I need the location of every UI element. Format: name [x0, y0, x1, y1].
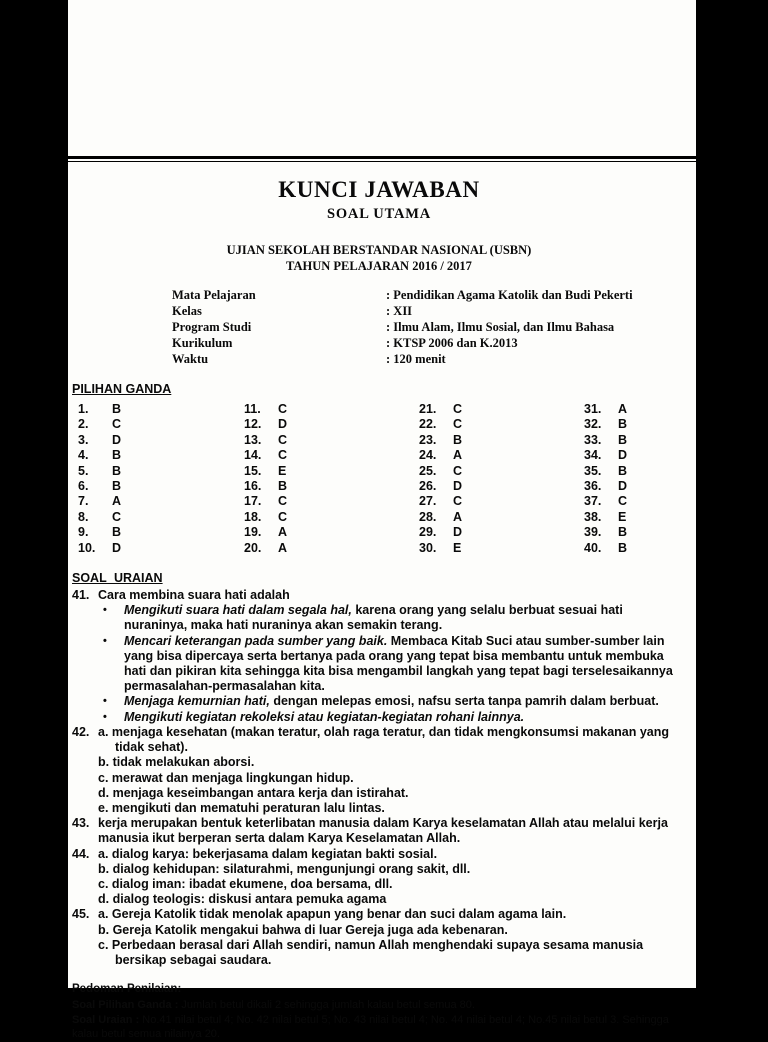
answer-number: 7. — [78, 494, 89, 509]
uraian-line: c. merawat dan menjaga lingkungan hidup. — [98, 770, 354, 785]
answer-cell — [244, 433, 419, 448]
answer-number: 32. — [584, 417, 602, 432]
header-rule-thick — [68, 156, 696, 159]
answer-letter: E — [278, 463, 287, 478]
uraian-bullet — [98, 603, 686, 633]
pilihan-ganda-heading: PILIHAN GANDA — [72, 382, 172, 396]
answer-cell — [419, 464, 584, 479]
uraian-item-number: 44. — [72, 846, 90, 861]
answer-letter: B — [278, 479, 288, 494]
uraian-item-body — [98, 847, 686, 908]
answer-letter: C — [112, 509, 122, 524]
metadata-label: Waktu — [172, 352, 209, 366]
answer-number: 20. — [244, 540, 262, 555]
answer-cell — [78, 525, 244, 540]
uraian-line: c. dialog iman: ibadat ekumene, doa bersama, dll. — [98, 876, 393, 891]
answer-cell — [78, 494, 244, 509]
uraian-intro: Cara membina suara hati adalah — [98, 588, 290, 603]
answer-cell — [584, 510, 626, 525]
page-content — [68, 177, 696, 1042]
answer-letter: D — [453, 525, 463, 540]
answer-number: 10. — [78, 540, 96, 555]
answer-cell — [244, 525, 419, 540]
answer-letter: D — [453, 479, 463, 494]
answer-number: 40. — [584, 540, 602, 555]
document-subtitle: SOAL UTAMA — [326, 206, 431, 222]
answer-number: 18. — [244, 509, 262, 524]
exam-year: TAHUN PELAJARAN 2016 / 2017 — [286, 259, 472, 273]
answer-cell — [584, 433, 627, 448]
metadata-row — [172, 287, 686, 303]
answer-number: 21. — [419, 402, 437, 416]
answer-letter: E — [453, 540, 462, 555]
answer-number: 8. — [78, 509, 89, 524]
pedoman-line — [72, 998, 686, 1013]
answer-cell — [244, 417, 419, 432]
uraian-bullet-lead: Mengikuti suara hati dalam segala hal, — [124, 603, 352, 618]
answer-number: 6. — [78, 479, 89, 494]
answer-letter: B — [112, 463, 122, 478]
answer-number: 34. — [584, 448, 602, 463]
answer-letter: E — [618, 509, 627, 524]
uraian-bullet-text — [124, 694, 686, 709]
answer-cell — [419, 541, 584, 556]
answer-row — [78, 417, 686, 432]
answer-letter: B — [618, 525, 628, 540]
answer-cell — [78, 433, 244, 448]
answer-number: 38. — [584, 509, 602, 524]
answer-number: 5. — [78, 463, 89, 478]
answer-number: 36. — [584, 479, 602, 494]
answer-cell — [584, 448, 627, 463]
answer-number: 30. — [419, 540, 437, 555]
answer-letter: B — [618, 540, 628, 555]
document-page — [68, 0, 696, 1041]
answer-letter: D — [618, 479, 628, 494]
pedoman-section — [72, 983, 686, 1042]
uraian-item-body — [98, 725, 686, 816]
answer-cell — [584, 494, 627, 509]
uraian-line: a. menjaga kesehatan (makan teratur, olah raga teratur, dan tidak mengkonsumsi makanan yang tidak sehat). — [98, 724, 670, 755]
answer-number: 22. — [419, 417, 437, 432]
pedoman-lines — [72, 998, 686, 1042]
metadata-value: : 120 menit — [386, 352, 446, 366]
answer-number: 14. — [244, 448, 262, 463]
answer-cell — [584, 464, 627, 479]
answer-row — [78, 464, 686, 479]
bullet-icon: • — [103, 634, 107, 647]
answer-number: 15. — [244, 463, 262, 478]
answer-cell — [584, 525, 627, 540]
exam-name: UJIAN SEKOLAH BERSTANDAR NASIONAL (USBN) — [226, 243, 532, 257]
answer-cell — [78, 402, 244, 417]
answer-number: 16. — [244, 479, 262, 494]
answer-letter: C — [453, 417, 463, 432]
answer-letter: C — [278, 509, 288, 524]
answer-letter: A — [278, 525, 288, 540]
uraian-bullet-rest: karena orang yang selalu berbuat sesuai hati nuraninya, maka hati nuraninya akan semakin terang. — [124, 603, 623, 633]
metadata-label: Mata Pelajaran — [172, 288, 256, 302]
answer-cell — [419, 479, 584, 494]
answer-letter: D — [112, 540, 122, 555]
answer-grid — [78, 402, 686, 556]
answer-number: 35. — [584, 463, 602, 478]
answer-letter: C — [278, 448, 288, 463]
uraian-bullet-text — [124, 634, 686, 695]
answer-number: 4. — [78, 448, 89, 463]
pedoman-line-label: Soal Pilihan Ganda : — [72, 999, 179, 1012]
uraian-bullet — [98, 694, 686, 709]
answer-letter: A — [278, 540, 288, 555]
uraian-item-number: 43. — [72, 816, 90, 831]
exam-metadata — [172, 287, 686, 367]
answer-letter: C — [278, 402, 288, 416]
answer-row — [78, 494, 686, 509]
answer-cell — [78, 464, 244, 479]
metadata-row — [172, 335, 686, 351]
answer-row — [78, 541, 686, 556]
answer-letter: B — [618, 432, 628, 447]
metadata-value: : Ilmu Alam, Ilmu Sosial, dan Ilmu Bahasa — [386, 320, 615, 334]
answer-cell — [244, 402, 419, 417]
answer-number: 17. — [244, 494, 262, 509]
answer-letter: C — [453, 402, 463, 416]
answer-cell — [78, 417, 244, 432]
uraian-bullet — [98, 634, 686, 695]
answer-letter: B — [112, 479, 122, 494]
answer-cell — [419, 525, 584, 540]
answer-cell — [78, 541, 244, 556]
uraian-bullet-rest: Membaca Kitab Suci atau sumber-sumber lain yang bisa dipercaya serta bertanya pada orang yang tepat bisa membantu untuk membuka hati dan pikiran kita sehingga kita bisa mengambil langkah yang tepat bagi terselesaikannya permasalahan-permasalahan kita. — [124, 633, 673, 694]
metadata-label: Kelas — [172, 304, 202, 318]
uraian-bullet-text — [124, 603, 686, 633]
answer-cell — [244, 541, 419, 556]
uraian-text: kerja merupakan bentuk keterlibatan manusia dalam Karya keselamatan Allah atau melalui kerja manusia ikut berperan serta dalam Karya Keselamatan Allah. — [98, 816, 668, 846]
answer-cell — [78, 448, 244, 463]
answer-number: 12. — [244, 417, 262, 432]
answer-number: 23. — [419, 432, 437, 447]
answer-letter: C — [112, 417, 122, 432]
answer-cell — [419, 448, 584, 463]
uraian-item-body — [98, 588, 686, 725]
answer-cell — [584, 417, 627, 432]
metadata-value: : XII — [386, 304, 413, 318]
header-rule-thin — [68, 161, 696, 162]
answer-letter: C — [278, 494, 288, 509]
answer-cell — [78, 510, 244, 525]
answer-letter: D — [278, 417, 288, 432]
uraian-line: a. Gereja Katolik tidak menolak apapun yang benar dan suci dalam agama lain. — [98, 907, 567, 922]
answer-number: 27. — [419, 494, 437, 509]
uraian-item — [72, 847, 686, 908]
uraian-item — [72, 725, 686, 816]
answer-letter: C — [453, 494, 463, 509]
answer-letter: D — [112, 432, 122, 447]
answer-number: 24. — [419, 448, 437, 463]
answer-letter: B — [112, 525, 122, 540]
answer-number: 37. — [584, 494, 602, 509]
answer-number: 2. — [78, 417, 89, 432]
uraian-line: e. mengikuti dan mematuhi peraturan lalu lintas. — [98, 800, 385, 815]
metadata-label: Program Studi — [172, 320, 252, 334]
metadata-label: Kurikulum — [172, 336, 233, 350]
uraian-item-number: 45. — [72, 907, 90, 922]
uraian-bullet-lead: Mengikuti kegiatan rekoleksi atau kegiatan-kegiatan rohani lainnya. — [124, 709, 525, 724]
answer-row — [78, 448, 686, 463]
answer-cell — [584, 402, 627, 417]
pedoman-heading: Pedoman Penilaian: — [72, 983, 182, 996]
uraian-item-number: 42. — [72, 724, 90, 739]
answer-number: 39. — [584, 525, 602, 540]
answer-letter: C — [453, 463, 463, 478]
answer-number: 29. — [419, 525, 437, 540]
uraian-bullet-rest: dengan melepas emosi, nafsu serta tanpa pamrih dalam berbuat. — [269, 694, 659, 709]
uraian-item-body — [98, 907, 686, 968]
metadata-row — [172, 319, 686, 335]
answer-letter: C — [618, 494, 628, 509]
answer-cell — [244, 464, 419, 479]
answer-cell — [419, 510, 584, 525]
bullet-icon: • — [103, 695, 107, 708]
answer-row — [78, 510, 686, 525]
answer-cell — [244, 448, 419, 463]
page-top-whitespace — [68, 0, 696, 156]
answer-row — [78, 479, 686, 494]
uraian-line: a. dialog karya: bekerjasama dalam kegiatan bakti sosial. — [98, 846, 438, 861]
answer-row — [78, 402, 686, 417]
answer-cell — [584, 541, 627, 556]
uraian-line: b. dialog kehidupan: silaturahmi, mengunjungi orang sakit, dll. — [98, 861, 471, 876]
uraian-bullet — [98, 710, 686, 725]
answer-letter: A — [453, 509, 463, 524]
answer-number: 19. — [244, 525, 262, 540]
metadata-value: : KTSP 2006 dan K.2013 — [386, 336, 518, 350]
answer-letter: B — [112, 448, 122, 463]
uraian-bullet-text — [124, 710, 686, 725]
answer-number: 11. — [244, 402, 261, 416]
answer-cell — [419, 402, 584, 417]
uraian-bullet-lead: Menjaga kemurnian hati, — [124, 694, 270, 709]
pedoman-line-label: Soal Uraian : — [72, 1013, 140, 1026]
answer-number: 31. — [584, 402, 602, 416]
answer-cell — [419, 494, 584, 509]
answer-letter: A — [453, 448, 463, 463]
uraian-line: d. dialog teologis: diskusi antara pemuka agama — [98, 892, 387, 907]
uraian-item-number: 41. — [72, 588, 90, 603]
metadata-row — [172, 351, 686, 367]
metadata-row — [172, 303, 686, 319]
uraian-bullet-lead: Mencari keterangan pada sumber yang baik. — [124, 633, 388, 648]
document-title: KUNCI JAWABAN — [278, 177, 480, 202]
pedoman-line — [72, 1013, 686, 1042]
pedoman-line-text: Jumlah betul dikali 2 sehingga jumlah kalau betul semua 80. — [178, 999, 475, 1012]
answer-letter: B — [453, 432, 463, 447]
answer-letter: B — [618, 417, 628, 432]
answer-row — [78, 525, 686, 540]
answer-letter: B — [618, 463, 628, 478]
answer-number: 1. — [78, 402, 89, 416]
answer-row — [78, 433, 686, 448]
answer-number: 26. — [419, 479, 437, 494]
bullet-icon: • — [103, 710, 107, 723]
answer-number: 13. — [244, 432, 262, 447]
answer-letter: A — [618, 402, 628, 416]
bullet-icon: • — [103, 604, 107, 617]
uraian-list — [72, 588, 686, 968]
answer-letter: D — [618, 448, 628, 463]
answer-cell — [584, 479, 627, 494]
answer-letter: C — [278, 432, 288, 447]
soal-uraian-heading: SOAL URAIAN — [72, 571, 163, 586]
uraian-line: b. tidak melakukan aborsi. — [98, 755, 255, 770]
answer-number: 9. — [78, 525, 89, 540]
answer-number: 28. — [419, 509, 437, 524]
pedoman-line-text: No.41 nilai betul 4; No. 42 nilai betul 5; No. 43 nilai betul 4; No. 44 nilai betul 4; No.45 nilai betul 3. Sehingga kalau betul semua nilainya 20. — [72, 1013, 669, 1041]
answer-letter: B — [112, 402, 122, 416]
answer-number: 25. — [419, 463, 437, 478]
exam-header — [72, 242, 686, 274]
metadata-value: : Pendidikan Agama Katolik dan Budi Pekerti — [386, 288, 633, 302]
answer-number: 33. — [584, 432, 602, 447]
uraian-line: d. menjaga keseimbangan antara kerja dan istirahat. — [98, 785, 409, 800]
uraian-item-body — [98, 816, 686, 846]
uraian-item — [72, 816, 686, 846]
answer-cell — [244, 510, 419, 525]
answer-letter: A — [112, 494, 122, 509]
uraian-line: b. Gereja Katolik mengakui bahwa di luar Gereja juga ada kebenaran. — [98, 922, 508, 937]
uraian-item — [72, 588, 686, 725]
answer-cell — [244, 494, 419, 509]
answer-cell — [419, 417, 584, 432]
answer-cell — [419, 433, 584, 448]
answer-number: 3. — [78, 432, 89, 447]
answer-cell — [78, 479, 244, 494]
uraian-line: c. Perbedaan berasal dari Allah sendiri, namun Allah menghendaki supaya sesama manusia bersikap sebagai saudara. — [98, 937, 644, 967]
answer-cell — [244, 479, 419, 494]
uraian-item — [72, 907, 686, 968]
